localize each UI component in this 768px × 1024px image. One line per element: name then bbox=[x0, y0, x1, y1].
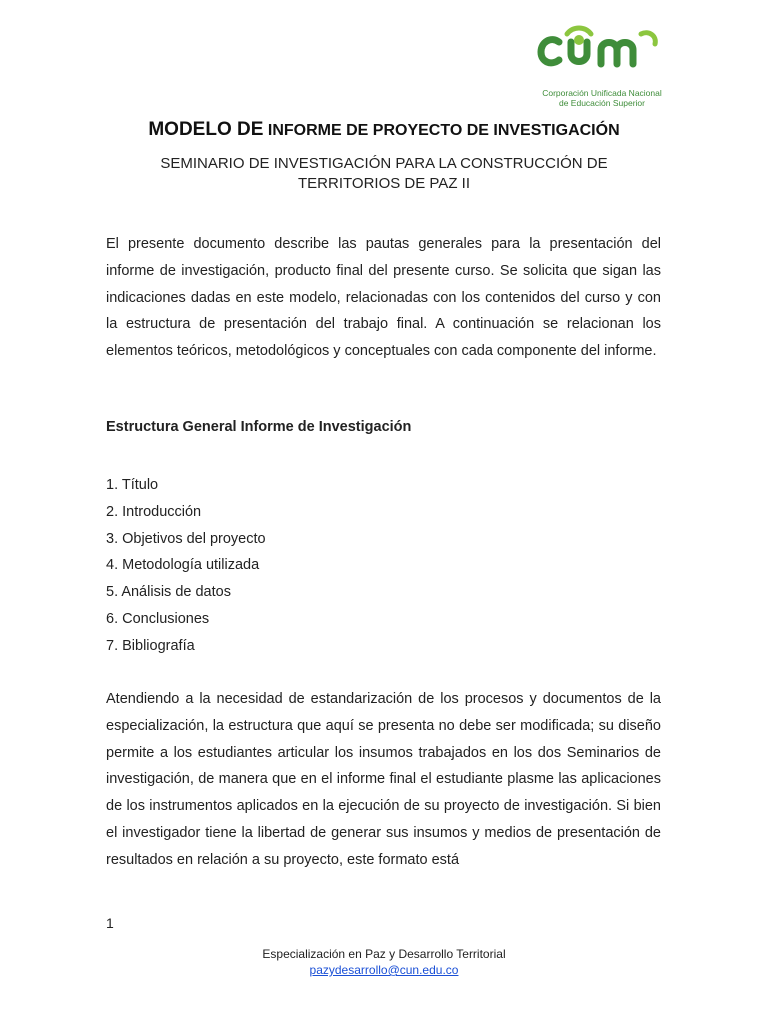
list-item: 6. Conclusiones bbox=[106, 610, 210, 627]
list-item: 3. Objetivos del proyecto bbox=[106, 530, 266, 547]
logo-subtitle bbox=[537, 88, 667, 108]
footer-program: Especialización en Paz y Desarrollo Territorial bbox=[262, 947, 506, 961]
cun-wordmark-icon bbox=[537, 20, 667, 80]
logo-subtitle-line2: de Educación Superior bbox=[558, 98, 645, 108]
intro-paragraph: El presente documento describe las pautas generales para la presentación del informe de investigación, producto final del presente curso. Se solicita que sigan las indicaciones dadas en este modelo, relacionadas con los contenidos del curso y con la estructura de presentación del trabajo final. A continuación se relacionan los elementos teóricos, metodológicos y conceptuales con cada componente del informe. bbox=[106, 236, 661, 360]
list-item: 5. Análisis de datos bbox=[106, 584, 231, 601]
page-footer bbox=[0, 946, 768, 978]
second-paragraph: Atendiendo a la necesidad de estandarización de los procesos y documentos de la especialización, la estructura que aquí se presenta no debe ser modificada; su diseño permite a los estudiantes articular los insumos trabajados en los dos Seminarios de investigación, de manera que en el informe final el estudiante plasme las aplicaciones de los instrumentos aplicados en la ejecución de su proyecto de investigación. Si bien el investigador tiene la libertad de generar sus insumos y medios de presentación de resultados en relación a su proyecto, este formato está bbox=[106, 691, 661, 868]
list-item: 1. Título bbox=[106, 477, 159, 493]
cun-logo bbox=[537, 20, 667, 108]
structure-heading: Estructura General Informe de Investigación bbox=[106, 419, 412, 435]
logo-subtitle-line1: Corporación Unificada Nacional bbox=[542, 88, 662, 98]
title-big: MODELO DE bbox=[148, 119, 264, 140]
title-small: INFORME DE PROYECTO DE INVESTIGACIÓN bbox=[267, 122, 620, 139]
page-number: 1 bbox=[106, 915, 114, 931]
footer-email-link[interactable]: pazydesarrollo@cun.edu.co bbox=[309, 963, 459, 977]
list-item: 7. Bibliografía bbox=[106, 637, 195, 654]
list-item: 4. Metodología utilizada bbox=[106, 557, 260, 574]
document-subtitle: SEMINARIO DE INVESTIGACIÓN PARA LA CONSTRUCCIÓN DE TERRITORIOS DE PAZ II bbox=[160, 155, 608, 192]
structure-list bbox=[106, 472, 266, 660]
list-item: 2. Introducción bbox=[106, 503, 202, 520]
document-title bbox=[0, 119, 768, 141]
